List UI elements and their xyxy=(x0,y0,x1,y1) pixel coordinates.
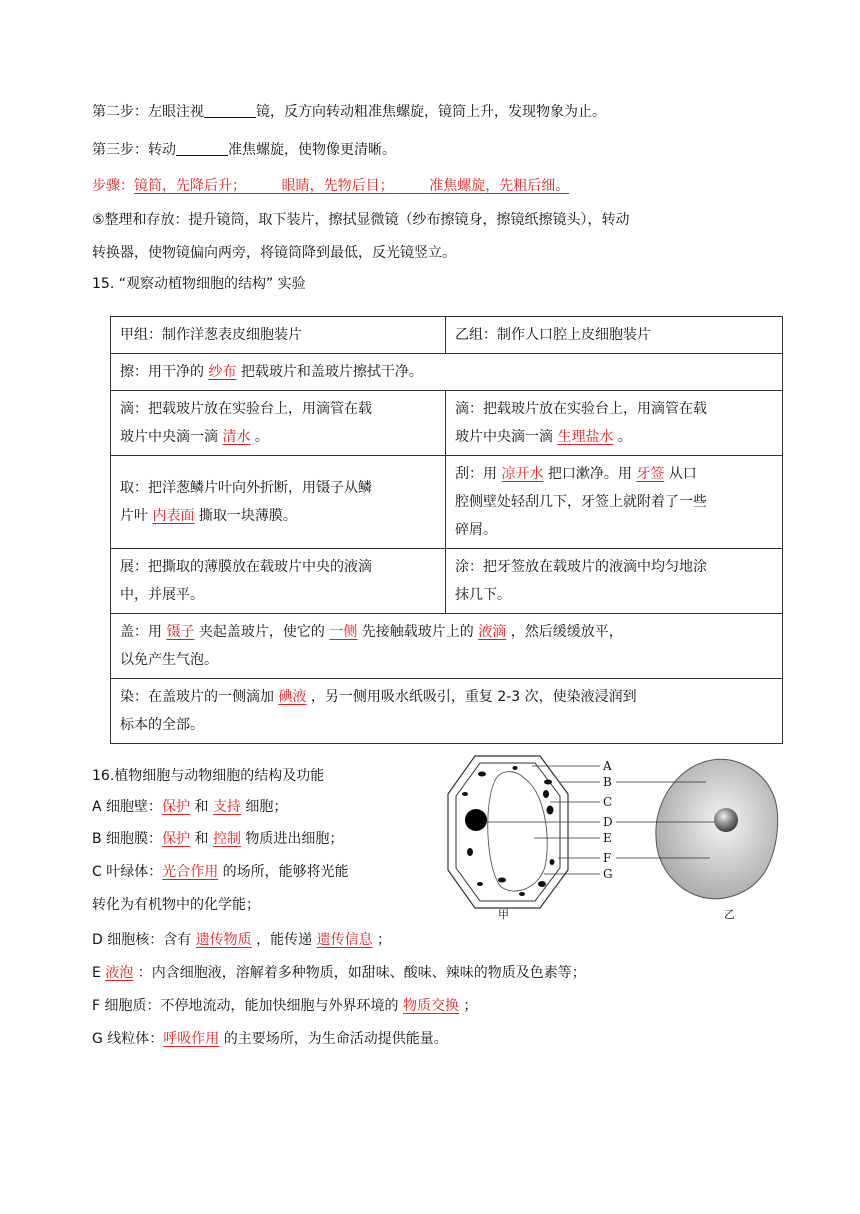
label-f: F xyxy=(603,851,612,865)
answer: 液滴 xyxy=(478,624,507,640)
animal-nucleus xyxy=(714,808,738,832)
answer: 凉开水 xyxy=(501,466,544,482)
table-row xyxy=(111,317,783,354)
answer: 液泡 xyxy=(105,965,134,981)
item-vacuole: E 液泡 ：内含细胞液，溶解着多种物质，如甜味、酸味、辣味的物质及色素等； xyxy=(92,965,586,981)
take-step-plant: 取：把洋葱鳞片叶向外折断，用镊子从鳞 片叶 内表面 撕取一块薄膜。 xyxy=(111,456,446,549)
question-15-title: 15. “观察动植物细胞的结构” 实验 xyxy=(92,276,306,292)
nucleus xyxy=(465,809,487,831)
table-row xyxy=(111,679,783,744)
smear-step-animal: 涂：把牙签放在载玻片的液滴中均匀地涂 抹几下。 xyxy=(446,549,783,614)
storage-line-1: ⑤整理和存放：提升镜筒，取下装片，擦拭显微镜（纱布擦镜身，擦镜纸擦镜头），转动 xyxy=(92,212,630,228)
scrape-step-animal: 刮：用 凉开水 把口漱净。用 牙签 从口 腔侧壁处轻刮几下，牙签上就附着了一些 碎屑。 xyxy=(446,456,783,549)
item-cytoplasm: F 细胞质：不停地流动，能加快细胞与外界环境的 物质交换 ； xyxy=(92,998,478,1014)
table-row xyxy=(111,354,783,391)
plant-cell-caption: 甲 xyxy=(498,908,509,921)
wipe-step: 擦：用干净的 纱布 把载玻片和盖玻片擦拭干净。 xyxy=(111,354,783,391)
item-chloroplast: C 叶绿体：光合作用 的场所，能够将光能 xyxy=(92,864,349,880)
answer: 保护 xyxy=(162,799,191,815)
cell-diagram xyxy=(440,752,790,922)
item-cell-wall: A 细胞壁：保护 和 支持 细胞； xyxy=(92,799,288,815)
steps-note: 步骤：镜筒，先降后升； 眼睛，先物后目； 准焦螺旋，先粗后细。 xyxy=(92,178,570,194)
header-animal-group: 乙组：制作人口腔上皮细胞装片 xyxy=(446,317,783,354)
answer: 生理盐水 xyxy=(557,429,614,445)
item-cell-membrane: B 细胞膜：保护 和 控制 物质进出细胞； xyxy=(92,831,344,847)
answer: 呼吸作用 xyxy=(163,1031,220,1047)
experiment-table xyxy=(110,316,783,744)
question-16-title: 16.植物细胞与动物细胞的结构及功能 xyxy=(92,768,325,784)
animal-cell xyxy=(616,759,778,921)
answer: 遗传信息 xyxy=(316,932,373,948)
answer: 保护 xyxy=(162,831,191,847)
storage-line-2: 转换器，使物镜偏向两旁，将镜筒降到最低，反光镜竖立。 xyxy=(92,245,456,261)
item-nucleus: D 细胞核：含有 遗传物质 ，能传递 遗传信息 ； xyxy=(92,932,392,948)
table-row xyxy=(111,391,783,456)
stain-step: 染：在盖玻片的一侧滴加 碘液 ，另一侧用吸水纸吸引，重复 2-3 次，使染液浸润到 标本的全部。 xyxy=(111,679,783,744)
step-two: 第二步：左眼注视 镜，反方向转动粗准焦螺旋，镜筒上升，发现物象为止。 xyxy=(92,104,606,120)
answer: 遗传物质 xyxy=(195,932,252,948)
answer: 控制 xyxy=(212,831,241,847)
drop-step-animal: 滴：把载玻片放在实验台上，用滴管在载 玻片中央滴一滴 生理盐水 。 xyxy=(446,391,783,456)
label-g: G xyxy=(603,867,613,881)
answer: 碘液 xyxy=(278,689,307,705)
table-row xyxy=(111,549,783,614)
label-a: A xyxy=(603,759,612,773)
animal-cell-caption: 乙 xyxy=(724,908,735,921)
table-row xyxy=(111,614,783,679)
label-b: B xyxy=(603,775,612,789)
answer: 一侧 xyxy=(329,624,358,640)
answer: 牙签 xyxy=(636,466,665,482)
item-mitochondria: G 线粒体：呼吸作用 的主要场所，为生命活动提供能量。 xyxy=(92,1031,448,1047)
drop-step-plant: 滴：把载玻片放在实验台上，用滴管在载 玻片中央滴一滴 清水 。 xyxy=(111,391,446,456)
item-chloroplast-cont: 转化为有机物中的化学能； xyxy=(92,897,260,913)
label-c: C xyxy=(603,795,613,809)
spread-step-plant: 展：把撕取的薄膜放在载玻片中央的液滴 中，并展平。 xyxy=(111,549,446,614)
answer: 支持 xyxy=(212,799,241,815)
answer: 纱布 xyxy=(208,364,237,380)
header-plant-group: 甲组：制作洋葱表皮细胞装片 xyxy=(111,317,446,354)
answer: 清水 xyxy=(222,429,251,445)
answer: 光合作用 xyxy=(162,864,219,880)
label-d: D xyxy=(603,815,613,829)
label-e: E xyxy=(603,831,612,845)
answer: 物质交换 xyxy=(402,998,459,1014)
step-three: 第三步：转动 准焦螺旋，使物像更清晰。 xyxy=(92,142,396,158)
answer: 镊子 xyxy=(166,624,195,640)
table-row xyxy=(111,456,783,549)
plant-cell xyxy=(448,756,613,921)
answer: 内表面 xyxy=(152,508,195,524)
cover-step: 盖：用 镊子 夹起盖玻片，使它的 一侧 先接触载玻片上的 液滴 ，然后缓缓放平， 以免产生气泡。 xyxy=(111,614,783,679)
